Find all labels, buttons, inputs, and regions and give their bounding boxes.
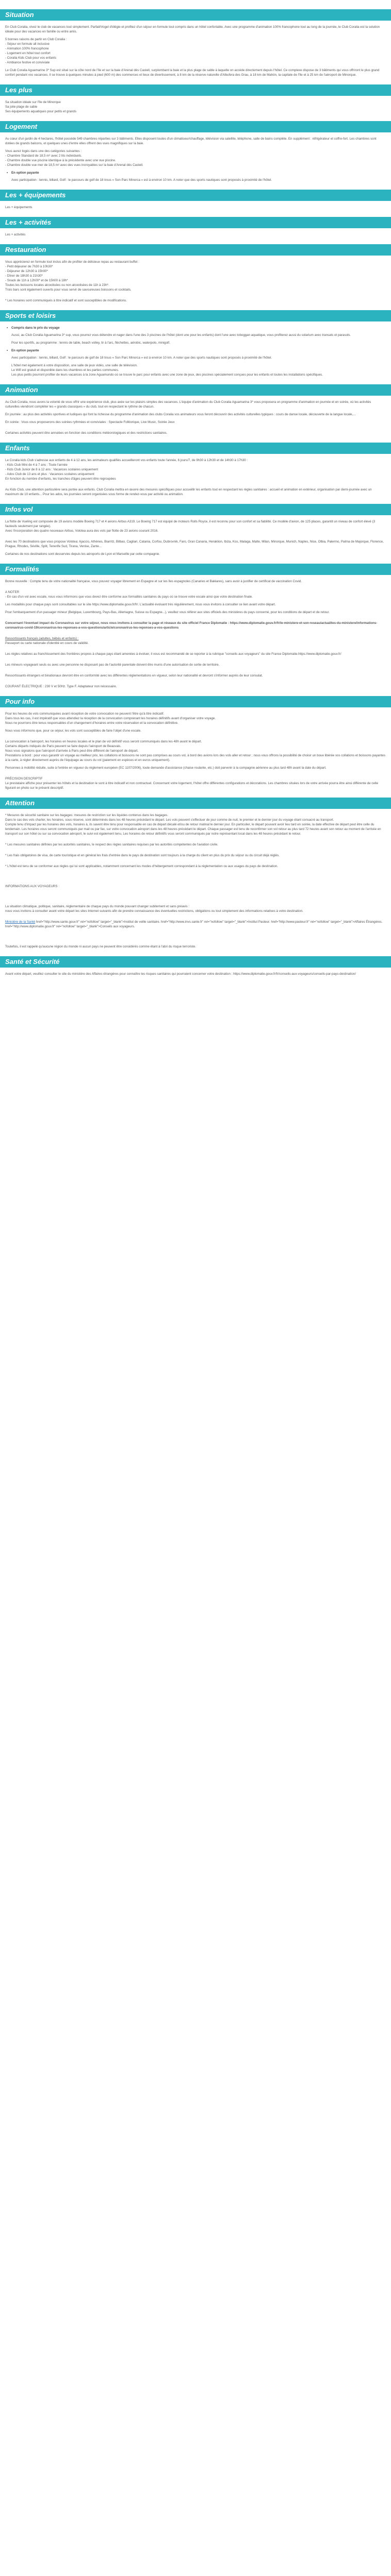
restauration-hours: [5, 264, 386, 292]
attention-p8: nous vous invitons à consulter avant votre départ les sites Internet suivants afin de prendre connaissance des éventuelles restrictions, obligations ou tout simplement des informations relatives à votre destination.: [5, 909, 303, 913]
section-sports: [0, 326, 391, 377]
list-item: - Ados Club de 13 ans et plus : Vacances scolaires uniquement: [5, 472, 94, 476]
infos-destinations: Avec les 70 destinations que vous propose Volotea: Ajaccio, Athènes, Biarritz, Bilbao, Cagliari, Catania, Corfou, Dubrovnik, Faro, Gran Canaria, Heraklion, Ibiza, Kos, Malaga, Malte, Milan, Minorque, Munich, Naples, Nice, Olbia, Palermo, Palma de Majorque, Florence, Prague, Rhodes, Séville, Split, Tenerife Sud, Tirana, Venise, Zante...: [5, 540, 384, 548]
pourinfo-p3: Nous ne pourrions être tenus responsables d'un changement d'horaires entre votre réservation et la convocation définitive.: [5, 721, 178, 725]
ministere-sante-link[interactable]: Ministère de la Santé: [5, 920, 36, 924]
infos-airports: Certaines de nos destinations sont desservies depuis les aéroports de Lyon et Marseille par cette compagnie.: [5, 552, 160, 556]
list-item: - Chambre double vue piscine identique à la précédente avec une vue piscine.: [5, 159, 116, 162]
formalites-coronavirus: Concernant l'éventuel impact du Coronavirus sur votre séjour, nous vous invitons à consulter la page et réseaux du site officiel France Diplomatie : https://www.diplomatie.gouv.fr/fr/le-ministere-et-son-reseau/actualites-du-ministere/informations-coronavirus-covid-19/coronavirus-les-reponses-a-vos-questions/article/coronavirus-les-reponses-a-vos-questions: [5, 621, 378, 630]
sante-text: Avant votre départ, veuillez consulter le site du ministère des Affaires étrangères pour connaître les risques sanitaires qui pourraient concerner votre destination : https://www.diplomatie.gouv.fr/fr/conseils-aux-voyageurs/conseils-par-pays-destination/: [5, 972, 356, 976]
enfants-clubs: [5, 463, 386, 481]
pourinfo-p5: La convocation à l'aéroport, les horaires en heures locales et le plan de vol définitif vous seront communiqués dans les 48h avant le départ.: [5, 740, 202, 743]
sports-pools: Aussi, au Club Coralia Aguamarina 3* sup, vous pourrez vous détendre et nager dans l'une des 3 piscines de l'hôtel (dont une pour les enfants) dont l'une avec toboggan aquatique, vous profiterez aussi du solarium avec transats et parasols.: [11, 333, 351, 337]
sports-program: Pour les sportifs, au programme : tennis de table, beach volley, tir à l'arc, fléchettes, aérobic, waterpolo, minigolf.: [11, 341, 170, 345]
list-item: - Chambre double vue mer de 18,5 m² avec des vues incroyables sur la baie d'Arenal dès Castell.: [5, 163, 143, 167]
list-item: Sa situation idéale sur l'île de Minorque: [5, 100, 61, 104]
list-item: - Kids Club Mini de 4 à 7 ans : Toute l'année: [5, 463, 68, 467]
formalites-borders: Les règles relatives au franchissement des frontières propres à chaque pays étant amenées à évoluer, il vous est recommandé de se reporter à la rubrique "conseils aux voyageurs" du site France Diplomatie.https://www.diplomatie.gouv.fr/: [5, 652, 341, 656]
list-item: - Séjour en formule all inclusive: [5, 42, 50, 46]
section-title-logement: Logement: [0, 121, 391, 132]
enfants-intro: Le Coralia kids Club s'adresse aux enfants de 4 à 12 ans, les animateurs qualifiés accueilleront vos enfants toute l'année, 6 jours/7, de 9h30 à 12h30 et de 14h30 à 17h30 :: [5, 459, 248, 462]
restauration-intro: Vous apprécierez en formule tout inclus afin de profiter de délicieux repas au restaurant buffet :: [5, 260, 139, 264]
section-title-activites: Les + activités: [0, 217, 391, 228]
formalites-id: Passeport ou carte nationale d'identité en cours de validité.: [5, 641, 89, 645]
section-plus: [0, 100, 391, 114]
list-item: - Kids Club Junior de 8 à 12 ans : Vacances scolaires uniquement: [5, 468, 99, 471]
list-item: Sa jolie plage de sable: [5, 105, 38, 109]
section-restauration: [0, 260, 391, 303]
formalites-minors-alone: Les mineurs voyageant seuls ou avec une personne ne disposant pas de l'autorité parentale doivent être munis d'une autorisation de sortie de territoire.: [5, 663, 220, 667]
animation-evening: En soirée : Vous vous proposerons des soirées rythmées et conviviales : Spectacle Folklorique, Live Music, Soirée Jeux: [5, 420, 175, 424]
attention-terrorism: Toutefois, il est rappelé qu'aucune région du monde ni aucun pays ne peuvent être considérés comme étant à l'abri du risque terroriste.: [5, 945, 197, 948]
logement-option-text: Avec participation : tennis, billard, Golf : le parcours de golf de 18 trous « Son Parc Minorca » est à environ 10 km. A noter que des sports nautiques sont proposés à proximité de l'hôtel.: [11, 178, 272, 182]
list-item: - Petit déjeuner de 7h30 à 10h30*: [5, 265, 53, 268]
pourinfo-p6: Certains départs indiqués de Paris peuvent se faire depuis l'aéroport de Beauvais.: [5, 744, 122, 748]
animation-day: En journée : au plus des activités sportives et ludiques qui font la richesse du programme d'animation des clubs Coralia vos animateurs vous feront découvrir des activités culturelles typiques : cours de danse locale, découverte de la langue locale,...: [5, 413, 356, 416]
section-attention: [0, 813, 391, 949]
section-enfants: [0, 458, 391, 497]
formalites-note: - En cas d'un vol avec escale, nous vous informons que vous devez être conforme aux formalités sanitaires du pays où se trouve votre escale ainsi que votre destination finale.: [5, 595, 253, 599]
animation-note: Certaines activités peuvent être annulées en fonction des conditions météorologiques et des restrictions sanitaires.: [5, 431, 168, 435]
infos-fleet: La flotte de Vueling est composée de 19 avions modèle Boeing 717 et 4 avions Airbus A319. Le Boeing 717 est équipé de moteurs Rolls Royce, il est reconnu pour son confort et sa fiabilité. Ce modèle d'avion, de 125 places, garantit un niveau de confort élevé (3 fauteuils seulement par rangée).: [5, 520, 376, 528]
section-title-sante: Santé et Sécurité: [0, 956, 391, 968]
pourinfo-precision-title: PRÉCISION DESCRIPTIF: [5, 777, 43, 781]
pourinfo-p8: Prestations à bord : pour vous garantir un voyage au meilleur prix, les collations et boissons ne sont pas comprises au cours vol, à bord des avions lors des vols aller et retour ; nous vous offrons la possibilité de choisir un boue libérée vos collations et boissons payantes à la carte, à régler directement auprès de l'équipage au cours du vol (paiement en espèces et en euros uniquement).: [5, 754, 385, 762]
page: [0, 9, 391, 986]
list-item: - Ambiance festive et conviviale: [5, 61, 50, 64]
section-title-restauration: Restauration: [0, 244, 391, 256]
list-item: - Logement en hôtel tout confort: [5, 52, 51, 55]
pourinfo-p1: Pour les heures de vols communiquées avant réception de votre convocation ne peuvent l'être qu'à titre indicatif.: [5, 712, 165, 716]
list-item: - Dîner de 18h30 à 21h30*: [5, 274, 43, 278]
logement-categories-title: Vous aurez logés dans une des catégories suivantes :: [5, 149, 82, 153]
plus-list: [5, 100, 386, 114]
section-title-plus: Les plus: [0, 84, 391, 96]
sports-option-text: Avec participation : tennis, billard, Golf : le parcours de golf de 18 trous « Son Parc Minorca » est à environ 10 km. A noter que des sports nautiques sont proposés à proximité de l'hôtel.: [11, 356, 272, 360]
section-title-formalites: Formalités: [0, 564, 391, 575]
logement-option-bullet: • En option payante: [5, 171, 386, 175]
logement-intro: Au cœur d'un jardin de 4 hectares, l'hôtel possède 549 chambres réparties sur 3 bâtiments. Elles disposent toutes d'un climatiseur/chauffage, télévision via satellite, téléphone, salle de bains complète. En supplément : réfrigérateur et coffre-fort. Les chambres sont dotées de grands balcons, et quelques unes d'entre elles offrent des vues magnifiques sur la baie.: [5, 137, 377, 145]
list-item: - Déjeuner de 12h30 à 15h00*: [5, 269, 48, 273]
activites-text: Les + activités: [5, 233, 26, 236]
pourinfo-p2: Dans tous les cas, il est impératif que vous attendiez la réception de la convocation comprenant les horaires définitifs avant d'organiser votre voyage.: [5, 717, 216, 720]
attention-p1: * Mesures de sécurité sanitaire sur les bagages: mesures de restriction sur les liquides contenus dans les bagages.: [5, 814, 169, 817]
list-item: Trois bars sont également ouverts pour vous servir de savoureuses boissons et cocktails.: [5, 288, 132, 292]
attention-p4: * Les mesures sanitaires définies par les autorités sanitaires, le respect des règles sanitaires requises par les autorités compétentes de l'aviation civile.: [5, 843, 218, 846]
pourinfo-p4: Nous vous informons que, pour ce séjour, les vols sont susceptibles de faire l'objet d'une escale.: [5, 729, 141, 733]
formalites-modalites: Les modalités pour chaque pays sont consultables sur le site https://www.diplomatie.gouv.fr/fr/. L'actualité évoluant très régulièrement, nous vous invitons à consulter ce lien avant votre départ.: [5, 603, 276, 606]
section-title-sports: Sports et loisirs: [0, 310, 391, 321]
equipements-text: Les + équipements: [5, 206, 32, 209]
sports-option-bullet: • En option payante: [5, 348, 386, 353]
section-situation: [0, 25, 391, 77]
attention-links-rest: href="http://www.sante.gouv.fr" rel="nofollow" target="_blank">Institut de veille sanitaire. href="http://www.invs.sante.fr" rel="nofollow" target="_blank">Institut Pasteur. href="http://www.pasteur.fr" rel="nofollow" target="_blank">Affaires Étrangères. href="http://www.diplomatie.gouv.fr" rel="nofollow" target="_blank">Conseils aux voyageurs.: [5, 920, 383, 928]
section-activites: [0, 232, 391, 237]
attention-links: [5, 920, 386, 929]
attention-p5: * Les frais obligatoires de visa, de carte touristique et en général les frais d'entrée dans le pays de destination sont toujours à la charge du client en plus du prix du séjour ou du circuit déjà réglés.: [5, 854, 280, 857]
formalites-electric: COURANT ÉLECTRIQUE : 230 V et 50Hz. Type F. Adaptateur non nécessaire.: [5, 685, 117, 688]
section-infos-vol: [0, 519, 391, 556]
section-title-attention: Attention: [0, 798, 391, 809]
section-logement: [0, 137, 391, 182]
section-title-enfants: Enfants: [0, 443, 391, 454]
attention-p2: Dans le cas des vols charter, les horaires, sous réserve, sont déterminés dans les 48 heures précédant le départ. Les vols peuvent s'effectuer de jour comme de nuit, le premier et le dernier jour du voyage étant consacré au transport.: [5, 818, 334, 822]
section-formalites: [0, 579, 391, 689]
sports-included-bullet: • Compris dans le prix du voyage: [5, 326, 386, 330]
attention-p7: La situation climatique, politique, sanitaire, réglementaire de chaque pays du monde pouvant changer subitement et sans préavis :: [5, 905, 190, 908]
sports-games-room: L'hôtel met également à votre disposition, une salle de jeux vidéo, une salle de télévision.: [11, 364, 138, 367]
attention-travelers-title: INFORMATIONS AUX VOYAGEURS :: [5, 885, 59, 888]
formalites-foreigners: Ressortissants étrangers et binationaux devront être en conformité avec les différentes réglementations en vigueur, selon leur nationalité et devront s'informer auprès de leur consulat.: [5, 674, 263, 677]
formalites-nationals-title: Ressortissants français (adultes, bébés et enfants) :: [5, 637, 79, 640]
formalites-good-news: Bonne nouvelle : Compte tenu de votre nationalité française, vous pouvez voyager librement en Espagne et sur les îles espagnoles (Canaries et Baléares), sans avoir à justifier de certificat de vaccination Covid.: [5, 580, 302, 583]
situation-intro: En Club Coralia, vivez le club de vacances tout simplement. Parfait/Vogel d'élégie et profitez d'un séjour en formule tout compris dans un hôtel confortable. Avec une programme d'animation 100% francophone tout au long de la journée, le Club Coralia est la solution idéale pour des vacances en famille ou entre amis.: [5, 25, 380, 33]
section-pour-info: [0, 711, 391, 790]
list-item: Toutes les boissons locales alcoolisées ou non alcoolisées de 11h à 23h*.: [5, 283, 109, 287]
list-item: 5 bonnes raisons de partir en Club Coralia :: [5, 38, 67, 41]
section-animation: [0, 400, 391, 435]
enfants-measures: Au Kids Club, une attention particulière sera portée aux enfants. Club Coralia mettra en œuvre des mesures spécifiques pour accueillir les enfants tout en respectant les règles sanitaires : accueil et animation en extérieur, organisation par demi-journée avec un maximum de 10 enfants... Pour les ados, les journées seront organisées sous forme de rendez-vous par activité ou animation.: [5, 488, 372, 496]
list-item: En fonction du nombre d'enfants, les tranches d'âges peuvent être regroupées: [5, 477, 116, 481]
section-sante: [0, 972, 391, 976]
formalites-note-title: A NOTER: [5, 590, 20, 594]
animation-intro: Au Club Coralia, nous avons la volonté de vous offrir une expérience club, plus axée sur les plaisirs simples des vacances. L'équipe d'animation du Club Coralia Aguamarina 3* vous proposera un programme d'animation en journée et en soirée, où les activités culturelles viendront compléter les « grands classiques » du club, tout en respectant le rythme de chacun.: [5, 400, 371, 409]
list-item: - Coralia Kids Club pour vos enfants: [5, 56, 57, 60]
pourinfo-p7: Nous vous signalons que l'aéroport d'arrivée à Paris peut être différent de l'aéroport de départ.: [5, 749, 139, 753]
formalites-minor: Pour l'embarquement d'un passager mineur (Belgique, Luxembourg, Pays-Bas, Allemagne, Suisse ou Espagne...), veuillez vous référer aux sites officiels des ministères du pays concerné, pour les conditions de départ et de retour.: [5, 611, 330, 614]
attention-p6: * L'hôtel est tenu de se conformer aux règles qui lui sont applicables, notamment concernant les modes d'hébergement correspondant à la réglementation ou aux usages du pays de destination.: [5, 865, 278, 868]
section-title-infos-vol: Infos vol: [0, 504, 391, 515]
pourinfo-p9: Personnes à mobilité réduite, suite à l'entrée en vigueur du règlement européen (EC 1107/2006), toute demande d'assistance (chaise roulante, etc.) doit parvenir à la compagnie aérienne au plus tard 48h avant la date du départ.: [5, 766, 327, 770]
section-title-equipements: Les + équipements: [0, 190, 391, 201]
situation-description: Le Club Coralia Aguamarine 3* Sup est situé sur la côte nord de l'île et sur la baie d'Arenal dès Castell, surplombant la baie et la plus plage de sable à laquelle on accède directement depuis l'hôtel. Ce complexe dispose de 3 bâtiments qui vous offriront le plus grand confort pendant vos vacances. Il se trouve à quelques minutes à pied (600 m) des commerces et lieux de divertissement, à 8 km de la réserve naturelle d'Albufera des Grau, à 18 km de Mahón, la capitale de l'île et à 25 km de l'aéroport de Minorque.: [5, 69, 380, 77]
infos-airbus: Avec l'incorporation des quatre nouveaux Airbus, Volotea aura des vols par flotte de 23 avions courant 2016.: [5, 529, 158, 533]
list-item: - Animation 100% francophone: [5, 47, 49, 50]
section-title-situation: Situation: [0, 9, 391, 21]
situation-reasons: [5, 37, 386, 65]
list-item: - Chambre Standard de 18,5 m² avec 2 lits individuels.: [5, 154, 82, 158]
sports-kids-zone: Les plus petits pourront profiter de leurs vacances à la zone Aguamundo où se trouve le parc pour enfants avec une zone de jeux, des piscines spécialement conçues pour les enfants et toutes les installations spécifiques.: [11, 373, 323, 377]
sports-wifi: Le Wifi est gratuit et disponible dans les chambres et les parties communes.: [11, 368, 119, 372]
pourinfo-precision: Le prestataire affiche pour présenter les hôtels et la destination le sont à titre indicatif et non contractuel. Concernant votre logement, l'hôtel offre différentes configurations et décorations. Les chambres situées lors de votre arrivée pourra être ainsi différente de celle figurant en photo sur le présent descriptif.: [5, 782, 379, 790]
section-title-animation: Animation: [0, 384, 391, 396]
logement-categories: [5, 154, 386, 167]
restauration-note: * Les horaires sont communiqués à titre indicatif et sont susceptibles de modifications.: [5, 299, 127, 302]
attention-p3: Compte tenu d'impact par les horaires des vols, horaires à, ils savent être ténu pour responsable en cas de départ décalé et/ou de retour matinal le dernier jour. En particulier, le départ pouvant avoir lieu tard en soirée, la date effective de départ peut être celle du lendemain. Les horaires vous seront communiqués par mail ou par fax, sur votre convocation aéroport dans les 48 heures précédant le départ. Chaque passager est tenu de reconfirmer son vol retour au plus tard 72 heures avant son retour au moment de l'arrivée en transport sur son hôtel ou sur sa convocation aéroport, le suivi est également tenu, Les horaires de retour définitifs vous seront communiqués par notre représentant local dans les 48 heures précédant le retour.: [5, 823, 381, 836]
section-title-pour-info: Pour info: [0, 696, 391, 707]
list-item: - Snack de 11h à 12h00* et de 15h00 à 18h*: [5, 279, 68, 282]
list-item: Ses équipements aquatiques pour petits et grands: [5, 110, 76, 113]
section-equipements: [0, 205, 391, 210]
